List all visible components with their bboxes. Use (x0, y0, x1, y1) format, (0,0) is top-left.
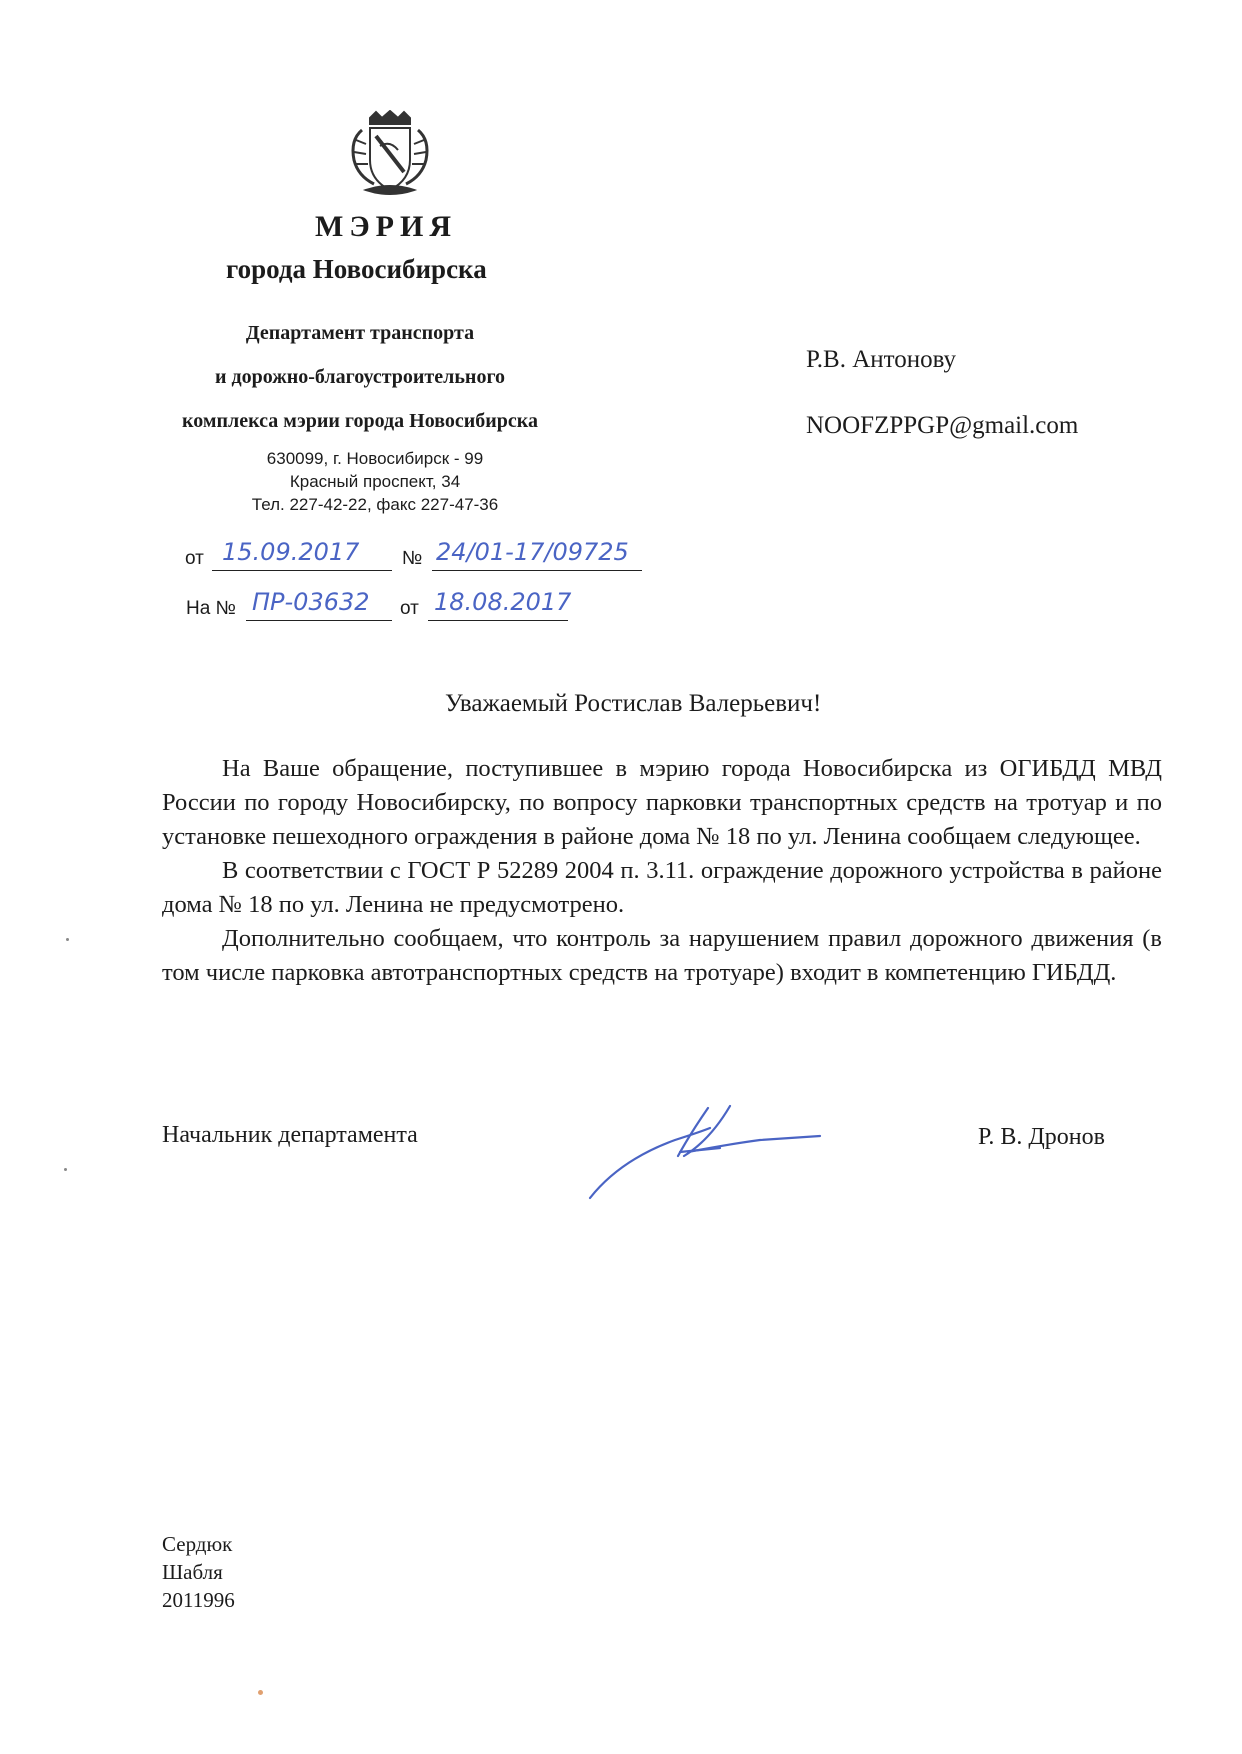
greeting: Уважаемый Ростислав Валерьевич! (445, 690, 822, 717)
scan-speck (66, 938, 69, 941)
number-label: № (402, 548, 423, 569)
address-line: Красный проспект, 34 (289, 472, 461, 491)
signer-name: Р. В. Дронов (978, 1124, 1105, 1150)
number-line (432, 538, 642, 571)
ref-date: 18.08.2017 (434, 588, 572, 616)
from-label: от (185, 548, 204, 569)
handwritten-signature (580, 1100, 830, 1210)
scan-speck (258, 1690, 263, 1695)
signer-position: Начальник департамента (162, 1122, 418, 1148)
department-line: и дорожно-благоустроительного (214, 366, 506, 388)
body-paragraph: На Ваше обращение, поступившее в мэрию города Новосибирска из ОГИБДД МВД России по городу Новосибирску, по вопросу парковки транспортных средств на тротуар и по установке пешеходного ограждения в районе дома № 18 по ул. Ленина сообщаем следующее. (162, 755, 1162, 850)
body-paragraph: Дополнительно сообщаем, что контроль за нарушением правил дорожного движения (в том числе парковка автотранспортных средств на тротуаре) входит в компетенцию ГИБДД. (162, 925, 1162, 986)
from-date: 15.09.2017 (222, 538, 360, 566)
scan-speck (64, 1168, 67, 1171)
ref-number: ПР-03632 (252, 588, 370, 616)
executor-info (162, 1530, 235, 1614)
recipient-email: NOOFZPPGP@gmail.com (806, 412, 1079, 439)
address-line: Тел. 227-42-22, факс 227-47-36 (251, 495, 499, 514)
letter-body (162, 752, 1162, 990)
recipient-name: Р.В. Антонову (806, 346, 957, 373)
ref-date-line (428, 588, 572, 621)
address-line: 630099, г. Новосибирск - 99 (266, 449, 484, 468)
ref-label: На № (186, 598, 236, 619)
ref-number-line (246, 588, 392, 621)
org-city: города Новосибирска (226, 254, 487, 284)
executor-line: Сердюк (162, 1532, 233, 1556)
org-title: МЭРИЯ (315, 210, 457, 243)
executor-line: Шабля (162, 1560, 223, 1584)
department-line: Департамент транспорта (245, 322, 475, 344)
ref-date-label: от (400, 598, 419, 619)
body-paragraph: В соответствии с ГОСТ Р 52289 2004 п. 3.11. ограждение дорожного устройства в районе дома № 18 по ул. Ленина не предусмотрено. (162, 857, 1162, 918)
city-coat-of-arms-icon (340, 110, 440, 200)
department-line: комплекса мэрии города Новосибирска (181, 410, 539, 432)
executor-line: 2011996 (162, 1588, 235, 1612)
from-date-line (212, 538, 392, 571)
registration-number: 24/01-17/09725 (436, 538, 629, 566)
